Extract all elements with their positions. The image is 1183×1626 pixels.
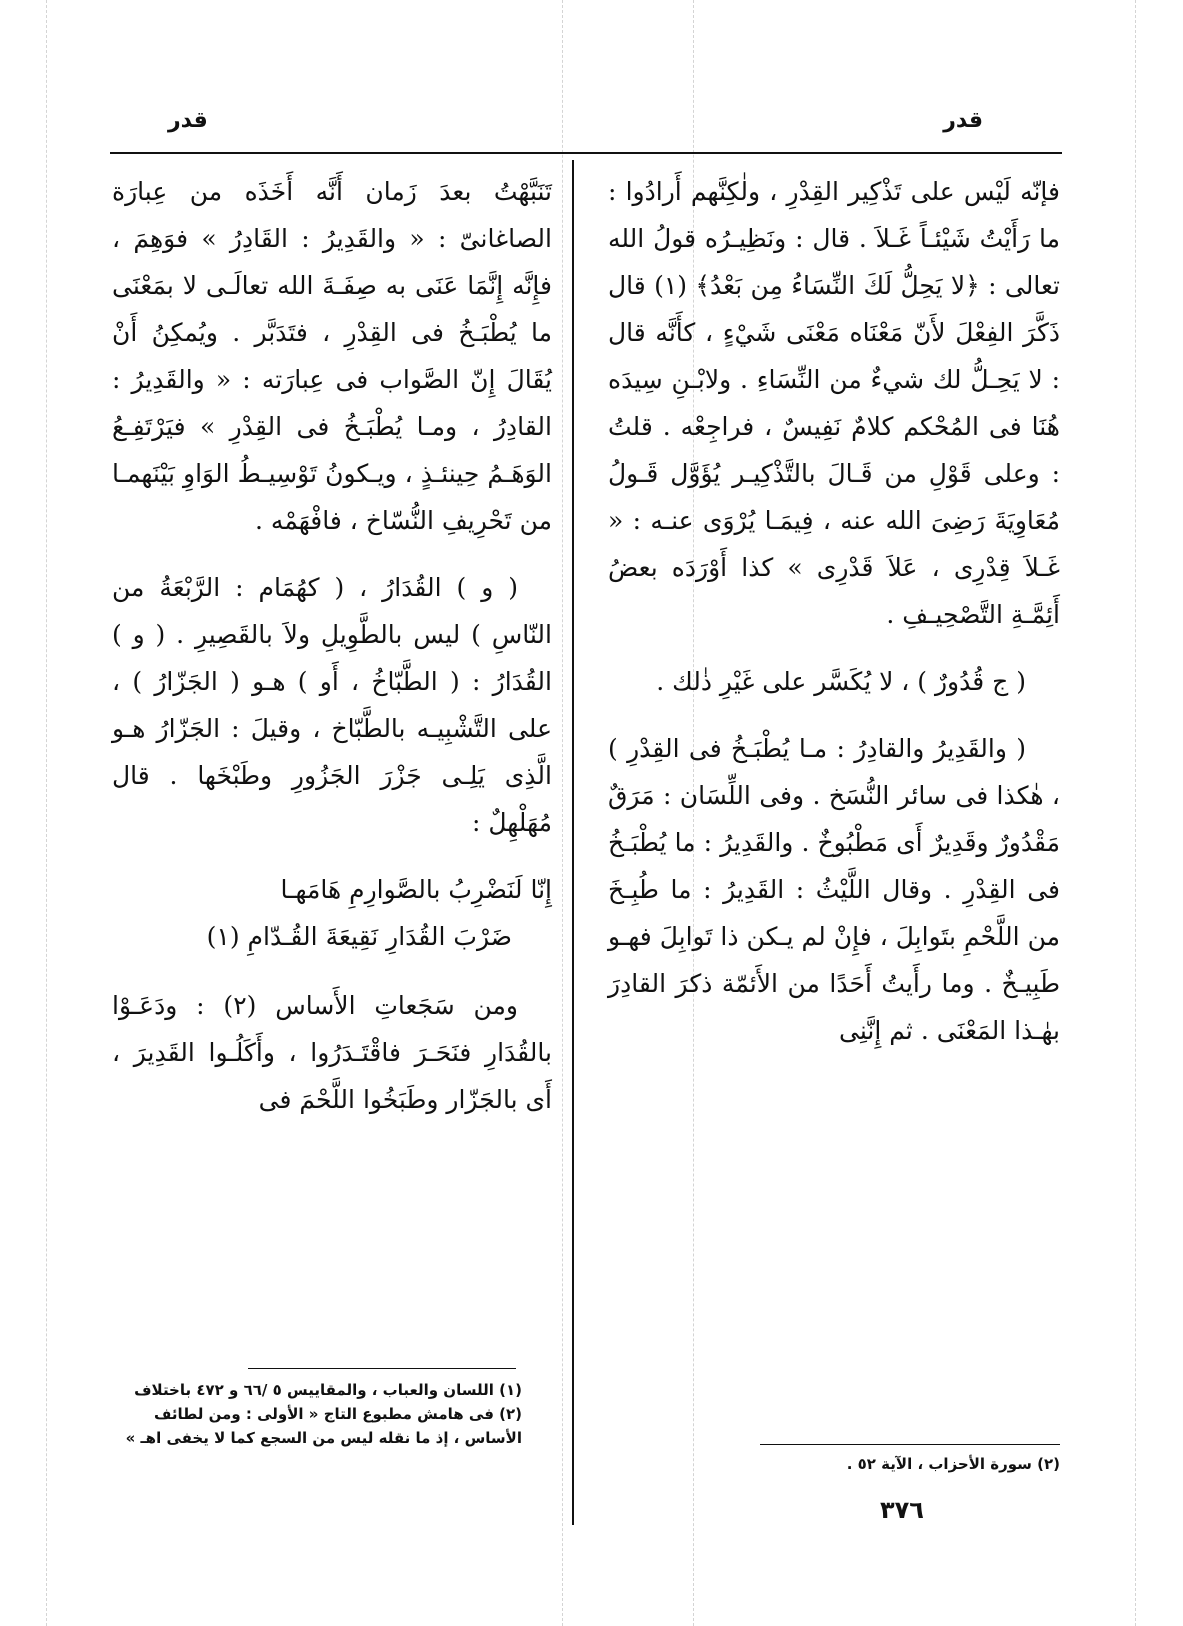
paragraph: ( والقَدِيرُ والقادِرُ : مـا يُطْبَـخُ فى القِدْرِ ) ، هٰكذا فى سائر النُّسَخ . وفى اللِّسَان : مَرَقٌ مَقْدُورٌ وقَدِيرٌ أَى مَطْبُوخٌ . والقَدِيرُ : ما يُطْبَـخُ فى القِدْرِ . وقال اللَّيْثُ : القَدِيرُ : ما طُبِـخَ من اللَّحْمِ بتَوابِلَ ، فإِنْ لم يـكن ذا تَوابِلَ فهـو طَبِيـخٌ . وما رأَيتُ أَحَدًا من الأَئمّة ذكرَ القادِرَ بهٰـذا المَعْنَى . ثم إِنَّنِى — [608, 734, 1060, 1045]
poem-hemistich-second: ضَرْبَ القُدَارِ نَقِيعَةَ القُـدّامِ (١) — [206, 922, 512, 951]
scan-guide-line — [46, 0, 47, 1626]
poem-hemistich-first: إِنّا لَنَضْرِبُ بالصَّوارِمِ هَامَهـا — [280, 875, 552, 904]
text-column-left — [112, 168, 552, 1143]
poem-verse — [112, 866, 552, 960]
running-header-right: قدر — [943, 108, 983, 133]
paragraph: تَنَبَّهْتُ بعدَ زَمان أَنَّه أَخَذَه من عِبارَة الصاغانىّ : « والقَدِيرُ : القَادِرُ » فوَهِمَ ، فإِنَّه إِنَّمَا عَنَى به صِفَـةَ الله تعالَـى لا بمَعْنَى ما يُطْبَـخُ فى القِدْرِ ، فتَدَبَّر . ويُمكِنُ أَنْ يُقَالَ إِنّ الصَّواب فى عِبارَته : « والقَدِيرُ : القادِرُ ، ومـا يُطْبَـخُ فى القِدْرِ » فيَرْتَفِـعُ الوَهَـمُ حِينئـذٍ ، ويـكونُ تَوْسِيـطُ الوَاوِ بَيْنَهمـا من تَحْرِيفِ النُّسّاخ ، فافْهَمْه . — [112, 177, 552, 535]
header-rule — [110, 152, 1062, 154]
footnote: (١) اللسان والعباب ، والمقاييس ٥ /٦٦ و ٤٧٢ باختلاف — [134, 1381, 522, 1399]
page-number: ٣٧٦ — [880, 1496, 924, 1524]
footnote-rule-left — [248, 1368, 516, 1369]
scan-guide-line — [562, 0, 563, 1626]
paragraph: فإنّه لَيْس على تَذْكِير القِدْرِ ، ولٰكِنَّهم أَرادُوا : ما رَأَيْتُ شَيْئـاً غَـلاَ . قال : ونَظِيـرُه قولُ الله تعالى : ﴿لا يَحِلُّ لَكَ النِّسَاءُ مِن بَعْدُ﴾ (١) قال ذَكَّرَ الفِعْلَ لأَنّ مَعْنَاه مَعْنَى شَيْءٍ ، كأَنَّه قال : لا يَحِـلُّ لك شيءٌ من النِّسَاءِ . ولابْـنِ سِيدَه هُنَا فى المُحْكم كلامٌ نَفِيسٌ ، فراجِعْه . قلتُ : وعلى قَوْلِ من قَـالَ بالتَّذْكِيـر يُؤَوَّل قَـولُ مُعَاوِيَةَ رَضِىَ الله عنه ، فِيمَـا يُرْوَى عنـه : « غَـلاَ قِدْرِى ، عَلاَ قَدْرِى » كذا أَوْرَدَه بعضُ أَئِمَّـةِ التَّصْحِيـفِ . — [608, 177, 1060, 629]
paragraph: ( ج قُدُورٌ ) ، لا يُكَسَّر على غَيْرِ ذٰلك . — [656, 667, 1026, 696]
scan-guide-line — [1135, 0, 1136, 1626]
footnote-rule-right — [760, 1444, 1060, 1445]
footnote: (٢) سورة الأحزاب ، الآية ٥٢ . — [846, 1455, 1060, 1473]
paragraph: ومن سَجَعاتِ الأَساس (٢) : ودَعَـوْا بالقُدَارِ فنَحَـرَ فاقْتَـدَرُوا ، وأَكَلُـوا القَدِيرَ ، أَى بالجَزّار وطَبَخُوا اللَّحْمَ فى — [112, 991, 552, 1114]
footnote: (٢) فى هامش مطبوع التاج « الأولى : ومن لطائف الأساس ، إذ ما نقله ليس من السجع كما لا يخفى اهـ » — [125, 1405, 522, 1447]
running-header-left: قدر — [168, 108, 208, 133]
footnotes-left — [112, 1378, 522, 1450]
paragraph: ( و ) القُدَارُ ، ( كهُمَام : الرَّبْعَةُ من النّاسِ ) ليس بالطَّوِيلِ ولاَ بالقَصِيرِ . ( و ) القُدَارُ : ( الطَّبّاخُ ، أَو ) هـو ( الجَزّارُ ) ، على التَّشْبِيـه بالطَّبّاخ ، وقيلَ : الجَزّارُ هـو الَّذِى يَلِـى جَزْرَ الجَزُورِ وطَبْخَها . قال مُهَلْهِلٌ : — [112, 573, 552, 837]
text-column-right — [608, 168, 1060, 1074]
footnotes-right — [700, 1452, 1060, 1476]
column-divider — [572, 160, 574, 1525]
